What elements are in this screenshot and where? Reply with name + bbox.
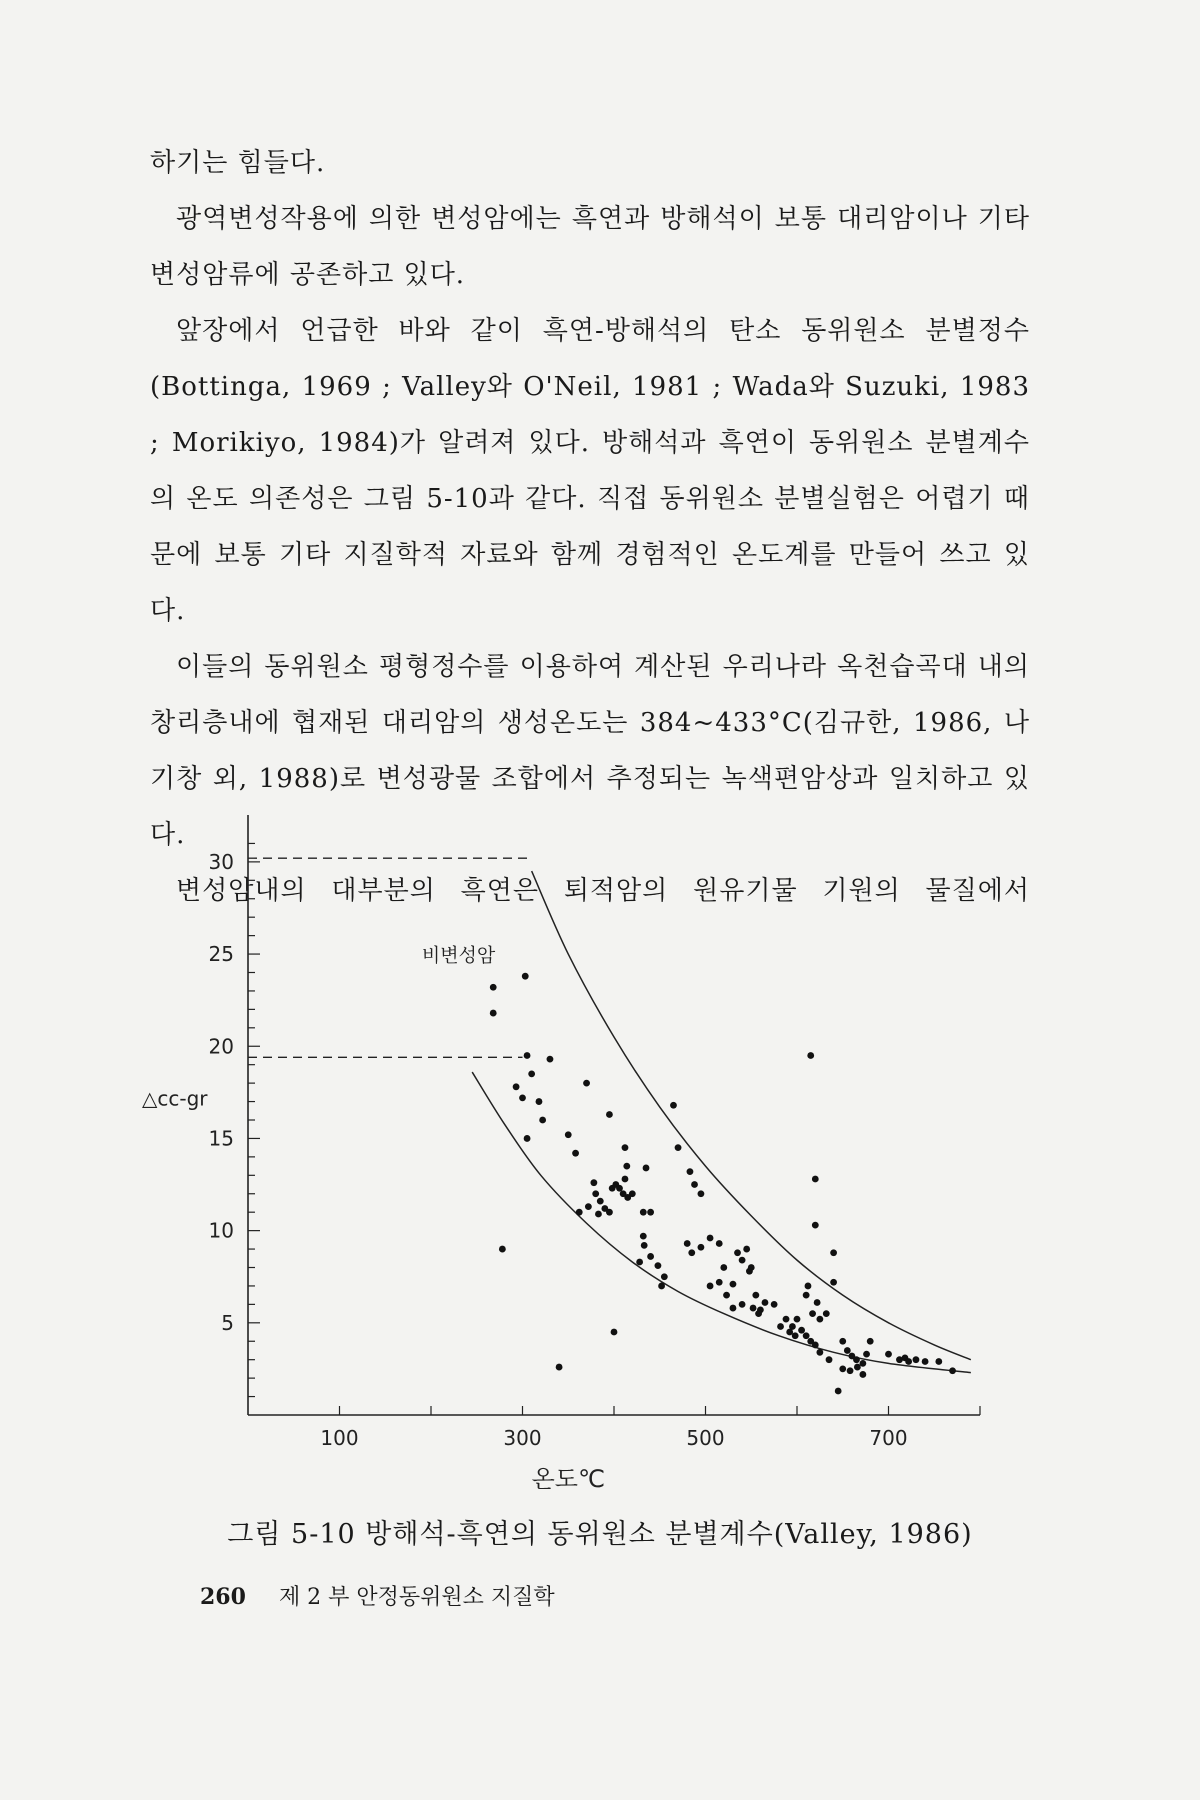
data-point: [513, 1083, 520, 1090]
data-point: [755, 1310, 762, 1317]
data-point: [536, 1098, 543, 1105]
data-point: [611, 1329, 618, 1336]
data-point: [641, 1242, 648, 1249]
data-point: [524, 1052, 531, 1059]
data-point: [636, 1259, 643, 1266]
data-point: [826, 1356, 833, 1363]
data-point: [730, 1281, 737, 1288]
data-point: [814, 1299, 821, 1306]
data-point: [691, 1181, 698, 1188]
data-point: [590, 1179, 597, 1186]
data-point: [935, 1358, 942, 1365]
data-point: [661, 1273, 668, 1280]
x-tick-label: 300: [503, 1426, 542, 1450]
data-point: [762, 1299, 769, 1306]
data-point: [905, 1358, 912, 1365]
data-point: [622, 1176, 629, 1183]
data-point: [748, 1264, 755, 1271]
data-point: [792, 1332, 799, 1339]
data-point: [528, 1071, 535, 1078]
data-point: [867, 1338, 874, 1345]
data-point: [783, 1316, 790, 1323]
envelope-curves: [472, 871, 971, 1373]
fractionation-chart: [140, 795, 1040, 1495]
data-point: [734, 1249, 741, 1256]
data-point: [606, 1209, 613, 1216]
data-point: [812, 1342, 819, 1349]
data-point: [565, 1131, 572, 1138]
data-point: [798, 1327, 805, 1334]
y-tick-label: 30: [208, 849, 234, 874]
data-point: [835, 1388, 842, 1395]
data-point: [688, 1249, 695, 1256]
data-point: [707, 1235, 714, 1242]
y-tick-label: 5: [221, 1310, 234, 1335]
y-tick-label: 15: [208, 1126, 234, 1151]
data-point: [844, 1347, 851, 1354]
data-point: [499, 1246, 506, 1253]
data-point: [583, 1080, 590, 1087]
y-axis-label: △cc-gr: [142, 1086, 208, 1111]
data-point: [622, 1144, 629, 1151]
data-point: [723, 1292, 730, 1299]
region-label: 비변성암: [421, 944, 496, 967]
data-point: [655, 1262, 662, 1269]
data-point: [547, 1056, 554, 1063]
page-footer: [200, 1580, 555, 1611]
paragraph: 광역변성작용에 의한 변성암에는 흑연과 방해석이 보통 대리암이나 기타 변성암류에 공존하고 있다.: [150, 204, 1030, 290]
data-point: [592, 1190, 599, 1197]
data-point: [743, 1246, 750, 1253]
data-point: [830, 1279, 837, 1286]
data-point: [643, 1165, 650, 1172]
page-number: 260: [200, 1584, 246, 1610]
data-point: [730, 1305, 737, 1312]
data-point: [885, 1351, 892, 1358]
paragraph: 앞장에서 언급한 바와 같이 흑연-방해석의 탄소 동위원소 분별정수(Bottinga, 1969 ; Valley와 O'Neil, 1981 ; Wada와 Suzuki, 1983 ; Morikiyo, 1984)가 알려져 있다. 방해석과 흑연이 동위원소 분별계수의 온도 의존성은 그림 5-10과 같다. 직접 동위원소 분별실험은 어렵기 때문에 보통 기타 지질학적 자료와 함께 경험적인 온도계를 만들어 쓰고 있다.: [150, 316, 1030, 626]
data-point: [839, 1366, 846, 1373]
data-point: [720, 1264, 727, 1271]
y-tick-label: 20: [208, 1034, 234, 1059]
section-title: 제 2 부 안정동위원소 지질학: [278, 1585, 555, 1610]
data-point: [670, 1102, 677, 1109]
data-point: [687, 1168, 694, 1175]
data-point: [807, 1052, 814, 1059]
data-point: [647, 1209, 654, 1216]
y-tick-label: 25: [208, 942, 234, 967]
data-point: [854, 1364, 861, 1371]
data-point: [853, 1356, 860, 1363]
data-point: [572, 1150, 579, 1157]
data-point: [812, 1176, 819, 1183]
data-point: [739, 1301, 746, 1308]
data-point: [803, 1292, 810, 1299]
paragraph: 하기는 힘들다.: [150, 148, 326, 178]
x-tick-label: 100: [320, 1426, 359, 1450]
data-point: [640, 1209, 647, 1216]
data-point: [716, 1240, 723, 1247]
data-point: [519, 1094, 526, 1101]
data-point: [585, 1203, 592, 1210]
data-point: [789, 1323, 796, 1330]
data-point: [629, 1190, 636, 1197]
data-point: [698, 1190, 705, 1197]
paragraph: 이들의 동위원소 평형정수를 이용하여 계산된 우리나라 옥천습곡대 내의 창리층내에 협재된 대리암의 생성온도는 384~433°C(김규한, 1986, 나기창 외, 1988)로 변성광물 조합에서 추정되는 녹색편암상과 일치하고 있다.: [150, 652, 1030, 850]
data-point: [539, 1117, 546, 1124]
data-point: [750, 1305, 757, 1312]
paragraph: 변성암내의 대부분의 흑연은 퇴적암의 원유기물 기원의 물질에서: [176, 876, 1030, 906]
data-point: [830, 1249, 837, 1256]
data-point: [647, 1253, 654, 1260]
data-point: [490, 984, 497, 991]
figure-caption: 그림 5-10 방해석-흑연의 동위원소 분별계수(Valley, 1986): [227, 1519, 973, 1550]
data-point: [522, 973, 529, 980]
data-point: [863, 1351, 870, 1358]
data-point: [839, 1338, 846, 1345]
data-point: [949, 1367, 956, 1374]
data-point: [777, 1323, 784, 1330]
data-point: [913, 1356, 920, 1363]
data-point: [816, 1349, 823, 1356]
x-axis-label: 온도℃: [531, 1465, 605, 1493]
data-point: [675, 1144, 682, 1151]
data-point: [752, 1292, 759, 1299]
data-point: [823, 1310, 830, 1317]
data-point: [524, 1135, 531, 1142]
data-point: [684, 1240, 691, 1247]
data-point: [597, 1198, 604, 1205]
data-point: [707, 1283, 714, 1290]
upper-envelope-curve: [532, 871, 971, 1360]
data-point: [623, 1163, 630, 1170]
data-point: [640, 1233, 647, 1240]
data-point: [606, 1111, 613, 1118]
data-point: [716, 1279, 723, 1286]
data-point: [816, 1316, 823, 1323]
data-point: [595, 1211, 602, 1218]
data-point: [698, 1244, 705, 1251]
data-point: [859, 1371, 866, 1378]
data-point: [805, 1283, 812, 1290]
data-points: [490, 973, 956, 1395]
data-point: [803, 1332, 810, 1339]
data-point: [809, 1310, 816, 1317]
data-point: [771, 1301, 778, 1308]
x-tick-label: 700: [869, 1426, 908, 1450]
data-point: [490, 1010, 497, 1017]
data-point: [576, 1209, 583, 1216]
data-point: [739, 1257, 746, 1264]
x-tick-label: 500: [686, 1426, 725, 1450]
data-point: [847, 1367, 854, 1374]
data-point: [556, 1364, 563, 1371]
data-point: [922, 1358, 929, 1365]
data-point: [794, 1316, 801, 1323]
data-point: [812, 1222, 819, 1229]
data-point: [616, 1185, 623, 1192]
data-point: [658, 1283, 665, 1290]
y-tick-label: 10: [208, 1218, 234, 1243]
